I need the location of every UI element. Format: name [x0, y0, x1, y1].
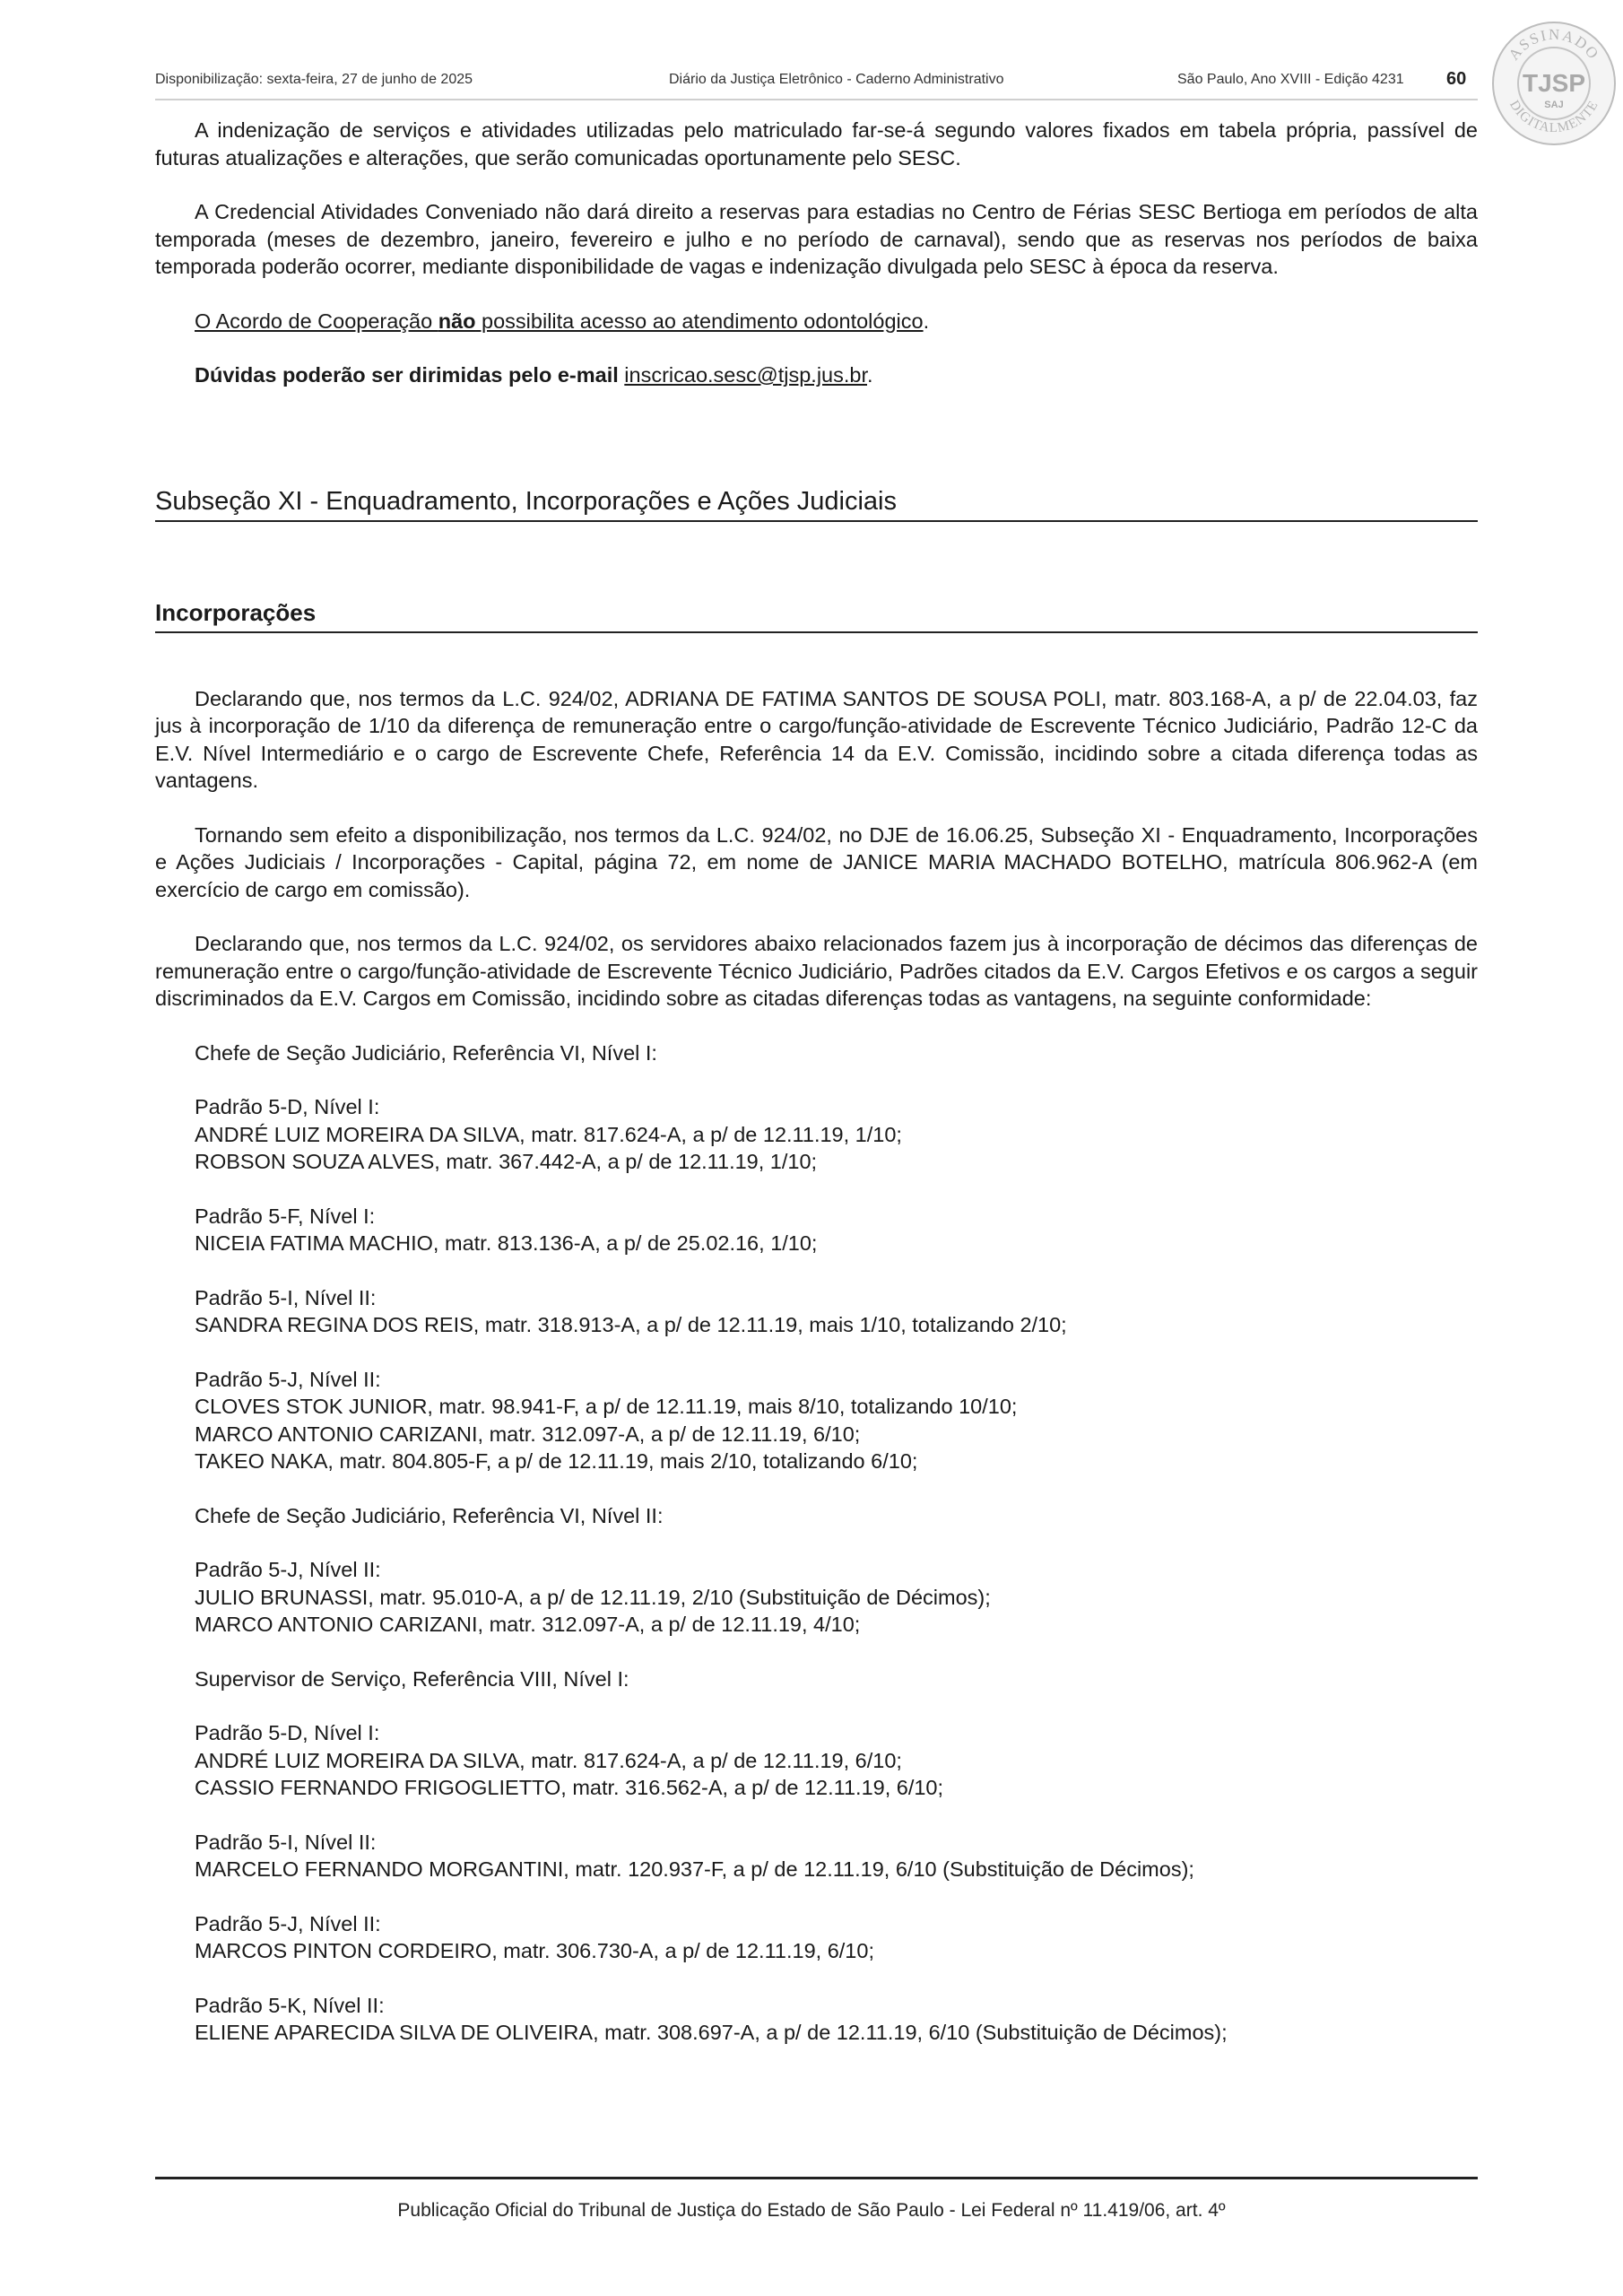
padrao-label: Padrão 5-K, Nível II: [195, 1993, 385, 2017]
contact-label: Dúvidas poderão ser dirimidas pelo e-mail [195, 363, 619, 387]
paragraph-contact [155, 361, 1478, 389]
list-item: ELIENE APARECIDA SILVA DE OLIVEIRA, matr. 308.697-A, a p/ de 12.11.19, 6/10 (Substituição de Décimos); [195, 2021, 1228, 2044]
section-title: Subseção XI - Enquadramento, Incorporações e Ações Judiciais [155, 484, 1478, 522]
list-item: JULIO BRUNASSI, matr. 95.010-A, a p/ de 12.11.19, 2/10 (Substituição de Décimos); [195, 1585, 991, 1609]
page-header [155, 68, 1478, 100]
dental-note-part2: possibilita acesso ao atendimento odontológico [475, 309, 924, 333]
list-item: TAKEO NAKA, matr. 804.805-F, a p/ de 12.11.19, mais 2/10, totalizando 6/10; [195, 1449, 918, 1473]
list-item: MARCOS PINTON CORDEIRO, matr. 306.730-A, a p/ de 12.11.19, 6/10; [195, 1939, 874, 1962]
subsection-title: Incorporações [155, 597, 1478, 633]
padrao-label: Padrão 5-I, Nível II: [195, 1285, 377, 1309]
list-item: ROBSON SOUZA ALVES, matr. 367.442-A, a p/ de 12.11.19, 1/10; [195, 1150, 818, 1173]
seal-brand: TJSP [1522, 69, 1586, 97]
header-availability-date: Disponibilização: sexta-feira, 27 de junho de 2025 [155, 72, 473, 87]
list-item: MARCO ANTONIO CARIZANI, matr. 312.097-A, a p/ de 12.11.19, 4/10; [195, 1613, 861, 1636]
list-item: SANDRA REGINA DOS REIS, matr. 318.913-A, a p/ de 12.11.19, mais 1/10, totalizando 2/10; [195, 1313, 1067, 1336]
incorporation-list [155, 1039, 1478, 2047]
padrao-label: Padrão 5-I, Nível II: [195, 1830, 377, 1854]
list-item: CLOVES STOK JUNIOR, matr. 98.941-F, a p/ de 12.11.19, mais 8/10, totalizando 10/10; [195, 1395, 1018, 1418]
padrao-label: Padrão 5-F, Nível I: [195, 1204, 376, 1228]
list-item: CASSIO FERNANDO FRIGOGLIETTO, matr. 316.562-A, a p/ de 12.11.19, 6/10; [195, 1776, 944, 1799]
document-body [155, 117, 1478, 2047]
contact-email-link[interactable]: inscricao.sesc@tjsp.jus.br [624, 363, 867, 387]
header-edition: São Paulo, Ano XVIII - Edição 4231 [1177, 72, 1404, 87]
paragraph-indemnity: A indenização de serviços e atividades utilizadas pelo matriculado far-se-á segundo valores fixados em tabela própria, passível de futuras atualizações e alterações, que serão comunicadas oportunamente pelo SESC. [155, 118, 1478, 170]
padrao-label: Padrão 5-J, Nível II: [195, 1911, 381, 1935]
padrao-label: Padrão 5-D, Nível I: [195, 1095, 380, 1118]
group-heading: Chefe de Seção Judiciário, Referência VI, Nível II: [195, 1503, 664, 1527]
dental-note-part1: O Acordo de Cooperação [195, 309, 438, 333]
digital-signature-seal-icon [1490, 20, 1618, 147]
list-item: MARCO ANTONIO CARIZANI, matr. 312.097-A, a p/ de 12.11.19, 6/10; [195, 1422, 861, 1446]
seal-top-text: ASSINADO [1505, 25, 1603, 64]
padrao-label: Padrão 5-J, Nível II: [195, 1367, 381, 1391]
paragraph-servers-intro: Declarando que, nos termos da L.C. 924/02, os servidores abaixo relacionados fazem jus à incorporação de décimos das diferenças de remuneração entre o cargo/função-atividade de Escrevente Técnico Judiciário, Padrões citados da E.V. Cargos Efetivos e os cargos a seguir discriminados da E.V. Cargos em Comissão, incidindo sobre as citadas diferenças todas as vantagens, na seguinte conformidade: [155, 932, 1478, 1010]
padrao-label: Padrão 5-J, Nível II: [195, 1558, 381, 1581]
header-publication-name: Diário da Justiça Eletrônico - Caderno Administrativo [669, 72, 1004, 87]
page-number: 60 [1446, 69, 1467, 89]
group-heading: Chefe de Seção Judiciário, Referência VI, Nível I: [195, 1040, 657, 1065]
paragraph-janice: Tornando sem efeito a disponibilização, nos termos da L.C. 924/02, no DJE de 16.06.25, Subseção XI - Enquadramento, Incorporações e Ações Judiciais / Incorporações - Capital, página 72, em nome de JANICE MARIA MACHADO BOTELHO, matrícula 806.962-A (em exercício de cargo em comissão). [155, 822, 1478, 901]
dental-note-end: . [923, 309, 930, 333]
paragraph-adriana: Declarando que, nos termos da L.C. 924/02, ADRIANA DE FATIMA SANTOS DE SOUSA POLI, matr. 803.168-A, a p/ de 22.04.03, faz jus à incorporação de 1/10 da diferença de remuneração entre o cargo/função-atividade de Escrevente Técnico Judiciário, Padrão 12-C da E.V. Nível Intermediário e o cargo de Escrevente Chefe, Referência 14 da E.V. Comissão, incidindo sobre a citada diferença todas as vantagens. [155, 686, 1478, 792]
seal-bottom-text: DIGITALMENTE [1506, 98, 1601, 136]
list-item: MARCELO FERNANDO MORGANTINI, matr. 120.937-F, a p/ de 12.11.19, 6/10 (Substituição de Décimos); [195, 1857, 1194, 1881]
dental-note-emphasis: não [438, 309, 476, 333]
page-footer: Publicação Oficial do Tribunal de Justiça do Estado de São Paulo - Lei Federal nº 11.419/06, art. 4º [397, 2200, 1226, 2221]
paragraph-credential: A Credencial Atividades Conveniado não dará direito a reservas para estadias no Centro de Férias SESC Bertioga em períodos de alta temporada (meses de dezembro, janeiro, fevereiro e julho e no período de carnaval), sendo que as reservas nos períodos de baixa temporada poderão ocorrer, mediante disponibilidade de vagas e indenização divulgada pelo SESC à época da reserva. [155, 200, 1478, 278]
list-item: NICEIA FATIMA MACHIO, matr. 813.136-A, a p/ de 25.02.16, 1/10; [195, 1231, 818, 1255]
footer-rule [155, 2177, 1478, 2179]
paragraph-dental-note [155, 308, 1478, 335]
padrao-label: Padrão 5-D, Nível I: [195, 1721, 380, 1744]
list-item: ANDRÉ LUIZ MOREIRA DA SILVA, matr. 817.624-A, a p/ de 12.11.19, 1/10; [195, 1122, 902, 1146]
contact-end: . [867, 363, 873, 387]
seal-sub-brand: SAJ [1544, 100, 1564, 110]
list-item: ANDRÉ LUIZ MOREIRA DA SILVA, matr. 817.624-A, a p/ de 12.11.19, 6/10; [195, 1748, 902, 1772]
group-heading: Supervisor de Serviço, Referência VIII, Nível I: [195, 1666, 629, 1691]
